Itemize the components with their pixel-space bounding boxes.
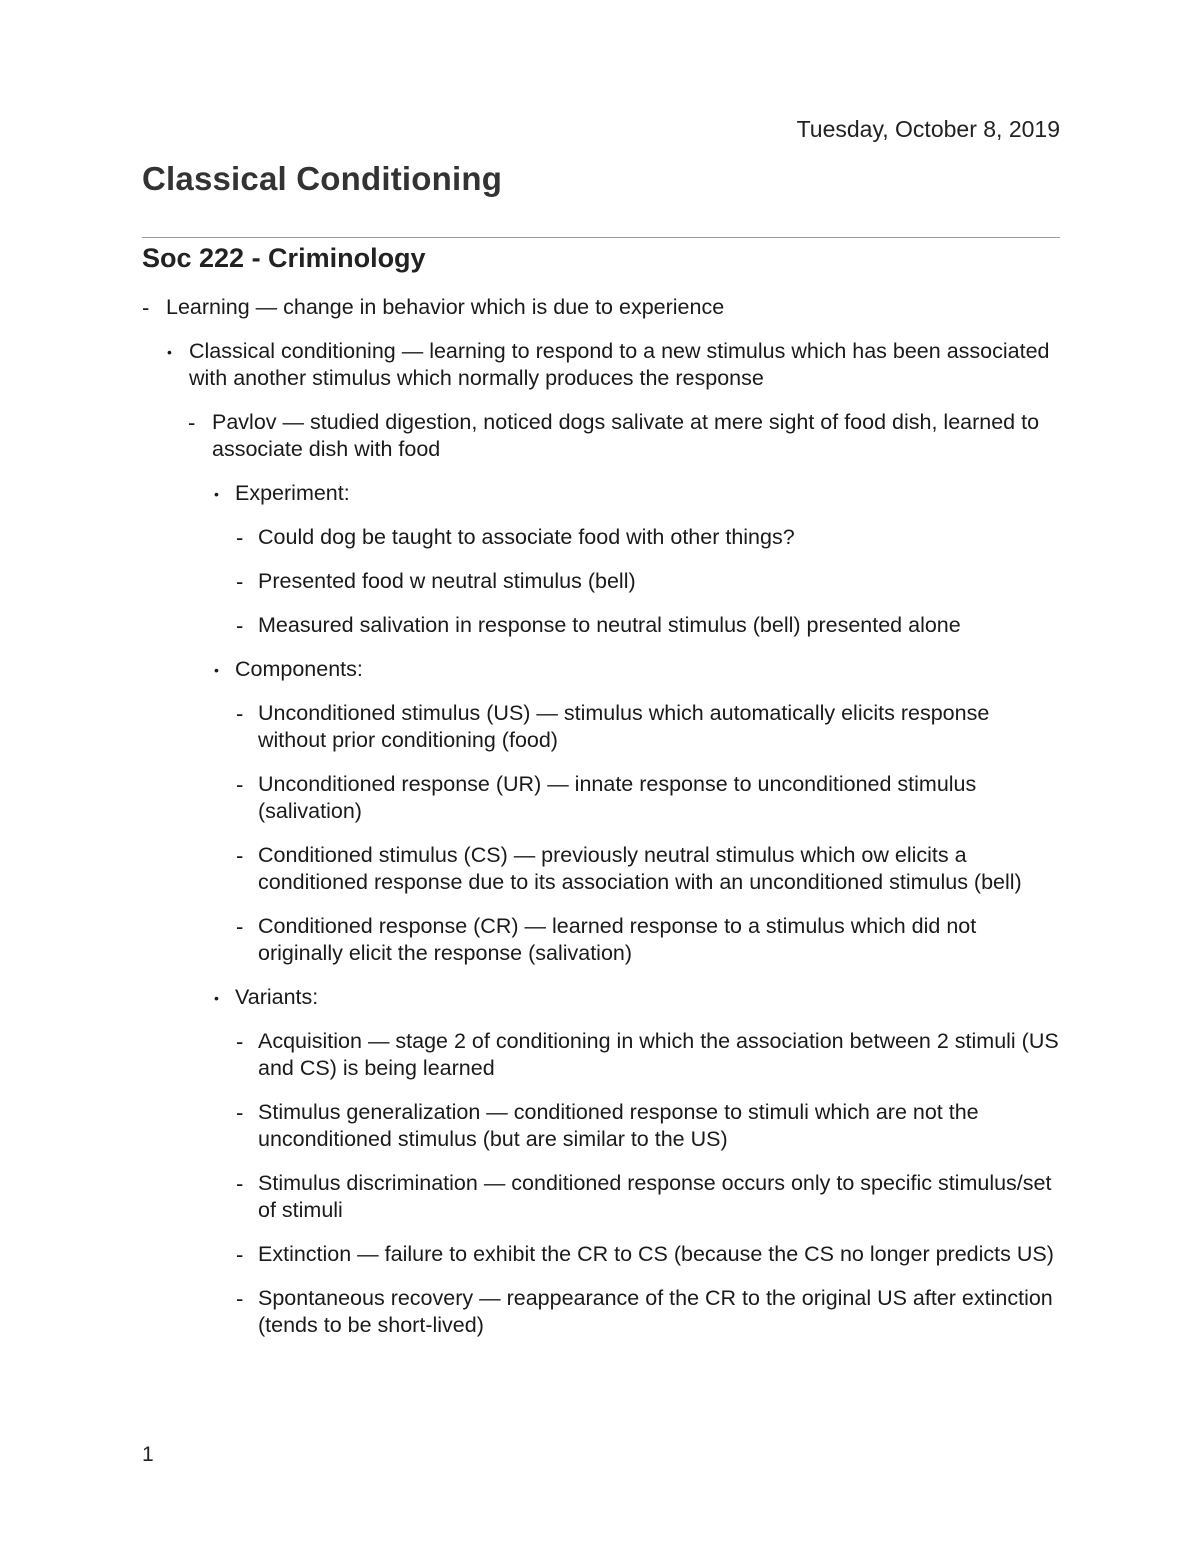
bullet-dash-marker: - bbox=[236, 772, 244, 797]
outline-item-text: Conditioned stimulus (CS) — previously neutral stimulus which ow elicits a conditioned response due to its association with an unconditioned stimulus (bell) bbox=[258, 843, 1022, 894]
outline-item-text: Could dog be taught to associate food with other things? bbox=[258, 525, 795, 549]
outline-item-text: Classical conditioning — learning to respond to a new stimulus which has been associated with another stimulus which normally produces the response bbox=[189, 339, 1050, 390]
outline-item bbox=[142, 984, 1062, 1011]
outline-item-text: Components: bbox=[235, 657, 363, 681]
outline-item bbox=[142, 480, 1062, 507]
bullet-dash-marker: - bbox=[236, 525, 244, 550]
course-subtitle: Soc 222 - Criminology bbox=[142, 243, 426, 273]
outline-item bbox=[142, 1241, 1062, 1268]
outline-item bbox=[142, 409, 1062, 463]
bullet-dash-marker: - bbox=[236, 1242, 244, 1267]
bullet-dot-marker: • bbox=[214, 662, 219, 678]
outline-item bbox=[142, 1028, 1062, 1082]
outline-item-text: Variants: bbox=[235, 985, 319, 1009]
outline-item bbox=[142, 656, 1062, 683]
outline-item bbox=[142, 1170, 1062, 1224]
bullet-dash-marker: - bbox=[236, 1286, 244, 1311]
bullet-dash-marker: - bbox=[236, 1100, 244, 1125]
bullet-dash-marker: - bbox=[236, 613, 244, 638]
note-date: Tuesday, October 8, 2019 bbox=[796, 116, 1060, 142]
outline-item-text: Pavlov — studied digestion, noticed dogs salivate at mere sight of food dish, learned to associate dish with food bbox=[212, 410, 1040, 461]
outline-item bbox=[142, 842, 1062, 896]
outline-item bbox=[142, 1285, 1062, 1339]
outline-item bbox=[142, 1099, 1062, 1153]
bullet-dash-marker: - bbox=[236, 1171, 244, 1196]
bullet-dash-marker: - bbox=[142, 295, 150, 320]
outline-item-text: Spontaneous recovery — reappearance of the CR to the original US after extinction (tends to be short-lived) bbox=[258, 1286, 1053, 1337]
bullet-dot-marker: • bbox=[214, 990, 219, 1006]
outline-item-text: Presented food w neutral stimulus (bell) bbox=[258, 569, 636, 593]
outline-item bbox=[142, 524, 1062, 551]
bullet-dash-marker: - bbox=[188, 410, 196, 435]
notes-outline bbox=[142, 294, 1062, 1356]
outline-item bbox=[142, 568, 1062, 595]
title-divider bbox=[142, 237, 1060, 238]
outline-item-text: Learning — change in behavior which is due to experience bbox=[166, 295, 725, 319]
outline-item-text: Extinction — failure to exhibit the CR to CS (because the CS no longer predicts US) bbox=[258, 1242, 1054, 1266]
page-number: 1 bbox=[142, 1443, 154, 1466]
bullet-dot-marker: • bbox=[214, 486, 219, 502]
outline-item bbox=[142, 294, 1062, 321]
bullet-dash-marker: - bbox=[236, 1029, 244, 1054]
bullet-dash-marker: - bbox=[236, 914, 244, 939]
bullet-dash-marker: - bbox=[236, 569, 244, 594]
bullet-dot-marker: • bbox=[167, 344, 172, 360]
outline-item-text: Acquisition — stage 2 of conditioning in which the association between 2 stimuli (US and CS) is being learned bbox=[258, 1029, 1059, 1080]
outline-item-text: Conditioned response (CR) — learned response to a stimulus which did not originally elicit the response (salivation) bbox=[258, 914, 977, 965]
outline-item-text: Experiment: bbox=[235, 481, 350, 505]
outline-item bbox=[142, 913, 1062, 967]
bullet-dash-marker: - bbox=[236, 701, 244, 726]
bullet-dash-marker: - bbox=[236, 843, 244, 868]
outline-item-text: Stimulus discrimination — conditioned response occurs only to specific stimulus/set of stimuli bbox=[258, 1171, 1052, 1222]
outline-item bbox=[142, 612, 1062, 639]
outline-item bbox=[142, 338, 1062, 392]
page-title: Classical Conditioning bbox=[142, 160, 503, 197]
outline-item-text: Unconditioned stimulus (US) — stimulus which automatically elicits response without prior conditioning (food) bbox=[258, 701, 990, 752]
outline-item bbox=[142, 771, 1062, 825]
outline-item-text: Stimulus generalization — conditioned response to stimuli which are not the unconditioned stimulus (but are similar to the US) bbox=[258, 1100, 979, 1151]
outline-item bbox=[142, 700, 1062, 754]
outline-item-text: Unconditioned response (UR) — innate response to unconditioned stimulus (salivation) bbox=[258, 772, 977, 823]
outline-item-text: Measured salivation in response to neutral stimulus (bell) presented alone bbox=[258, 613, 961, 637]
